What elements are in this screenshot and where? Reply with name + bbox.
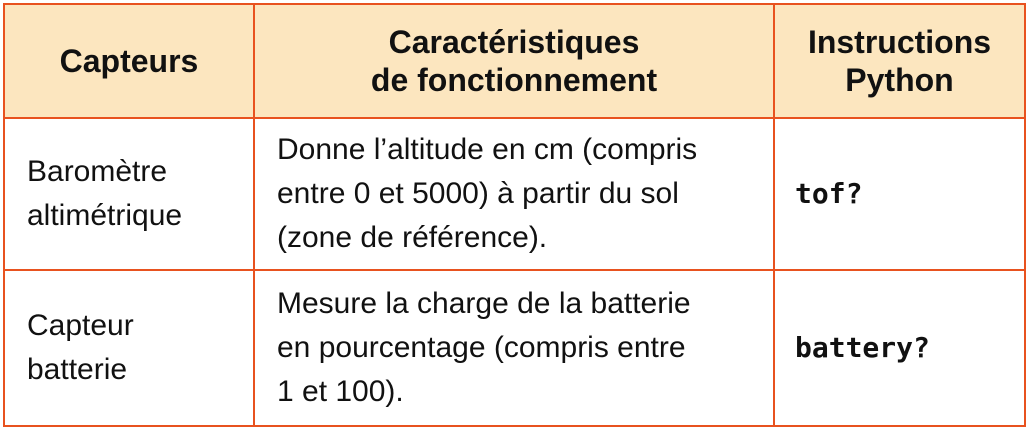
sensor-table bbox=[3, 3, 1026, 427]
description-line-3: 1 et 100). bbox=[277, 375, 404, 408]
description-line-1: Mesure la charge de la batterie bbox=[277, 287, 691, 320]
description-cell bbox=[254, 270, 774, 426]
header-sensors-line-1: Capteurs bbox=[59, 43, 199, 79]
header-sensors bbox=[4, 4, 254, 118]
description-line-3: (zone de référence). bbox=[277, 221, 548, 254]
header-python-line-1: Instructions bbox=[807, 24, 992, 60]
table-row bbox=[4, 270, 1025, 426]
header-characteristics bbox=[254, 4, 774, 118]
description-line-1: Donne l’altitude en cm (compris bbox=[277, 133, 698, 166]
sensor-name-line-1: Capteur bbox=[27, 309, 134, 342]
python-instruction-cell: tof? bbox=[774, 118, 1025, 270]
header-characteristics-line-2: de fonctionnement bbox=[370, 62, 658, 98]
table-header-row bbox=[4, 4, 1025, 118]
sensor-name-line-1: Baromètre bbox=[27, 155, 168, 188]
header-characteristics-line-1: Caractéristiques bbox=[388, 24, 640, 60]
description-line-2: en pourcentage (compris entre bbox=[277, 331, 686, 364]
sensor-name-line-2: altimétrique bbox=[27, 199, 183, 232]
sensor-name-line-2: batterie bbox=[27, 353, 128, 386]
python-instruction-cell: battery? bbox=[774, 270, 1025, 426]
table-row bbox=[4, 118, 1025, 270]
sensor-table-container bbox=[3, 3, 1026, 427]
header-python-instructions bbox=[774, 4, 1025, 118]
description-cell bbox=[254, 118, 774, 270]
header-python-line-2: Python bbox=[845, 62, 954, 98]
sensor-name-cell bbox=[4, 118, 254, 270]
sensor-name-cell bbox=[4, 270, 254, 426]
description-line-2: entre 0 et 5000) à partir du sol bbox=[277, 177, 679, 210]
